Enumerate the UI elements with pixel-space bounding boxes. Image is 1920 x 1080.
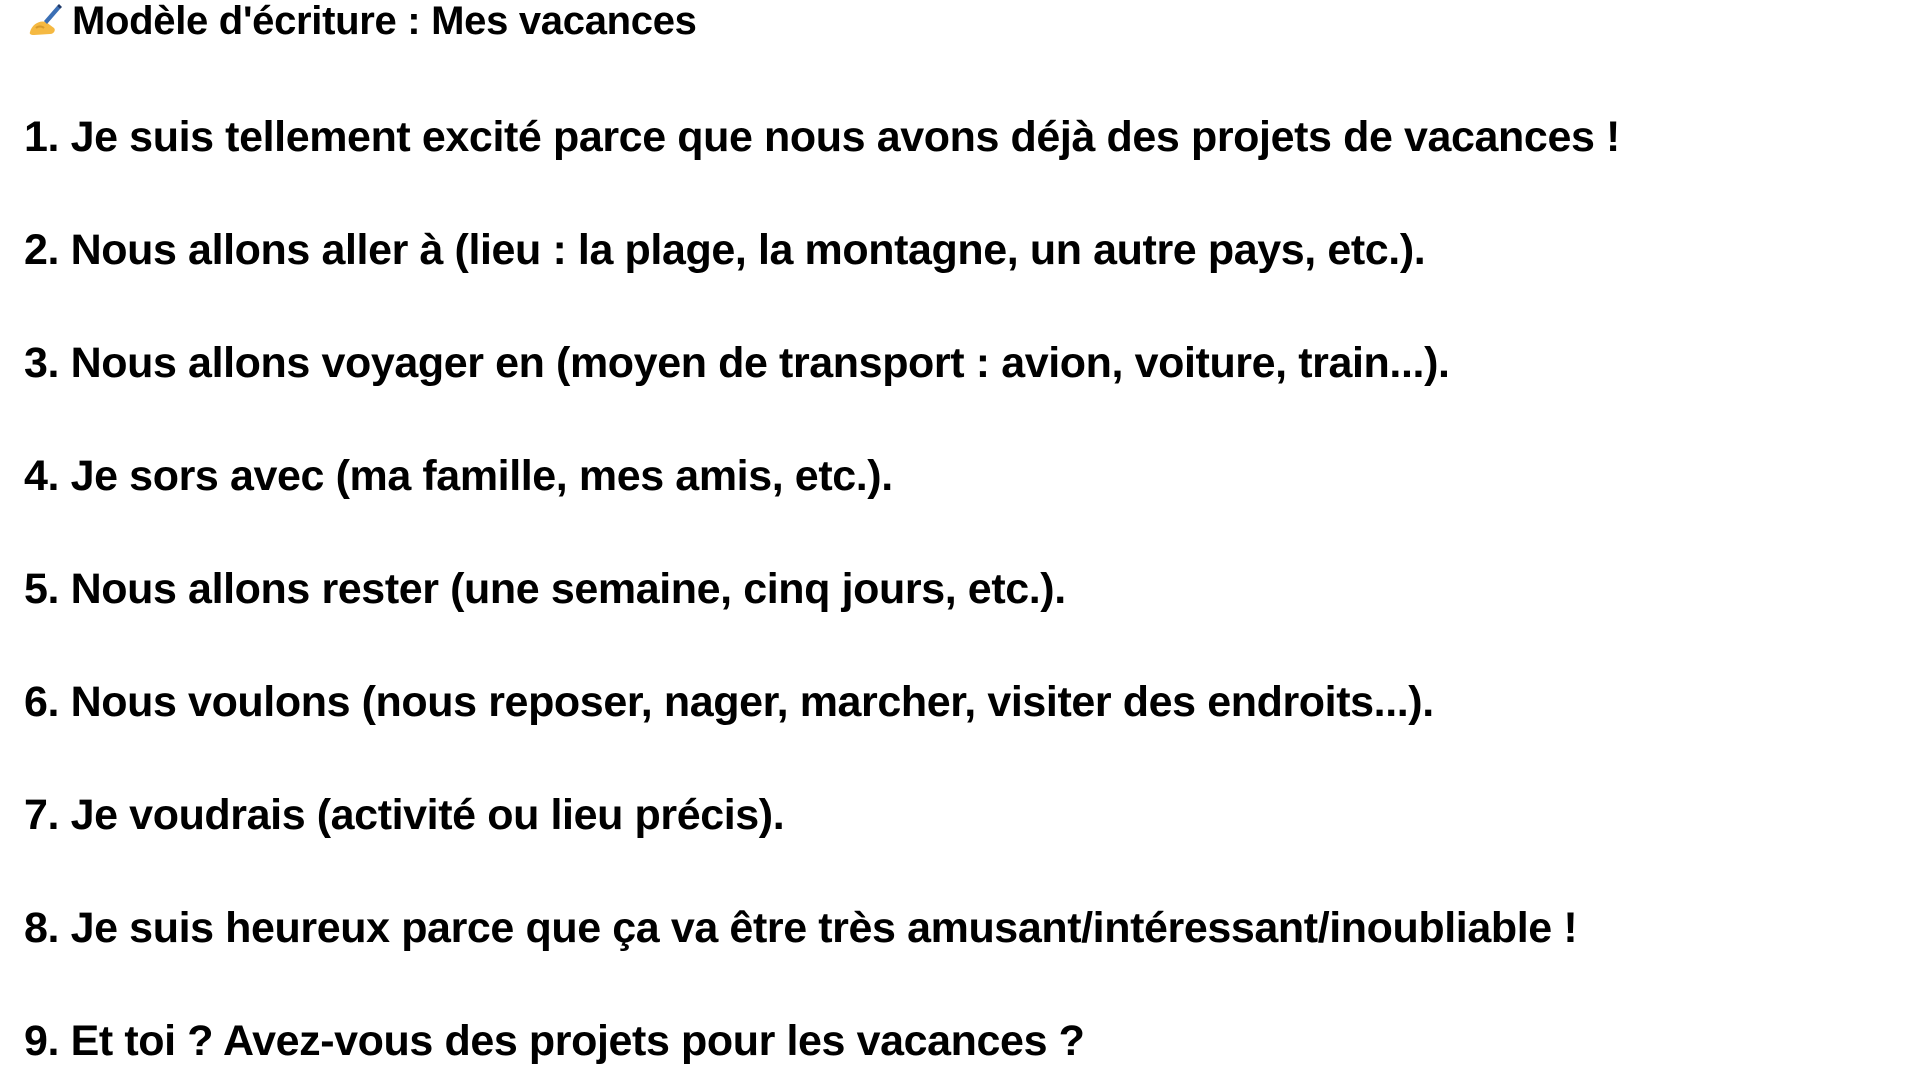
page-title: Modèle d'écriture : Mes vacances: [72, 0, 697, 43]
prompt-line-3: 3. Nous allons voyager en (moyen de transport : avion, voiture, train...).: [24, 339, 1450, 387]
writing-hand-icon: [24, 2, 62, 40]
title-row: [24, 0, 697, 42]
prompt-line-4: 4. Je sors avec (ma famille, mes amis, etc.).: [24, 452, 893, 500]
prompt-line-5: 5. Nous allons rester (une semaine, cinq jours, etc.).: [24, 565, 1066, 613]
prompt-line-1: 1. Je suis tellement excité parce que nous avons déjà des projets de vacances !: [24, 113, 1620, 161]
prompt-line-2: 2. Nous allons aller à (lieu : la plage, la montagne, un autre pays, etc.).: [24, 226, 1426, 274]
prompt-line-8: 8. Je suis heureux parce que ça va être très amusant/intéressant/inoubliable !: [24, 904, 1578, 952]
prompt-line-7: 7. Je voudrais (activité ou lieu précis).: [24, 791, 785, 839]
prompt-line-9: 9. Et toi ? Avez-vous des projets pour les vacances ?: [24, 1017, 1085, 1065]
prompt-line-6: 6. Nous voulons (nous reposer, nager, marcher, visiter des endroits...).: [24, 678, 1434, 726]
writing-hand-icon-graphic: [24, 2, 62, 40]
